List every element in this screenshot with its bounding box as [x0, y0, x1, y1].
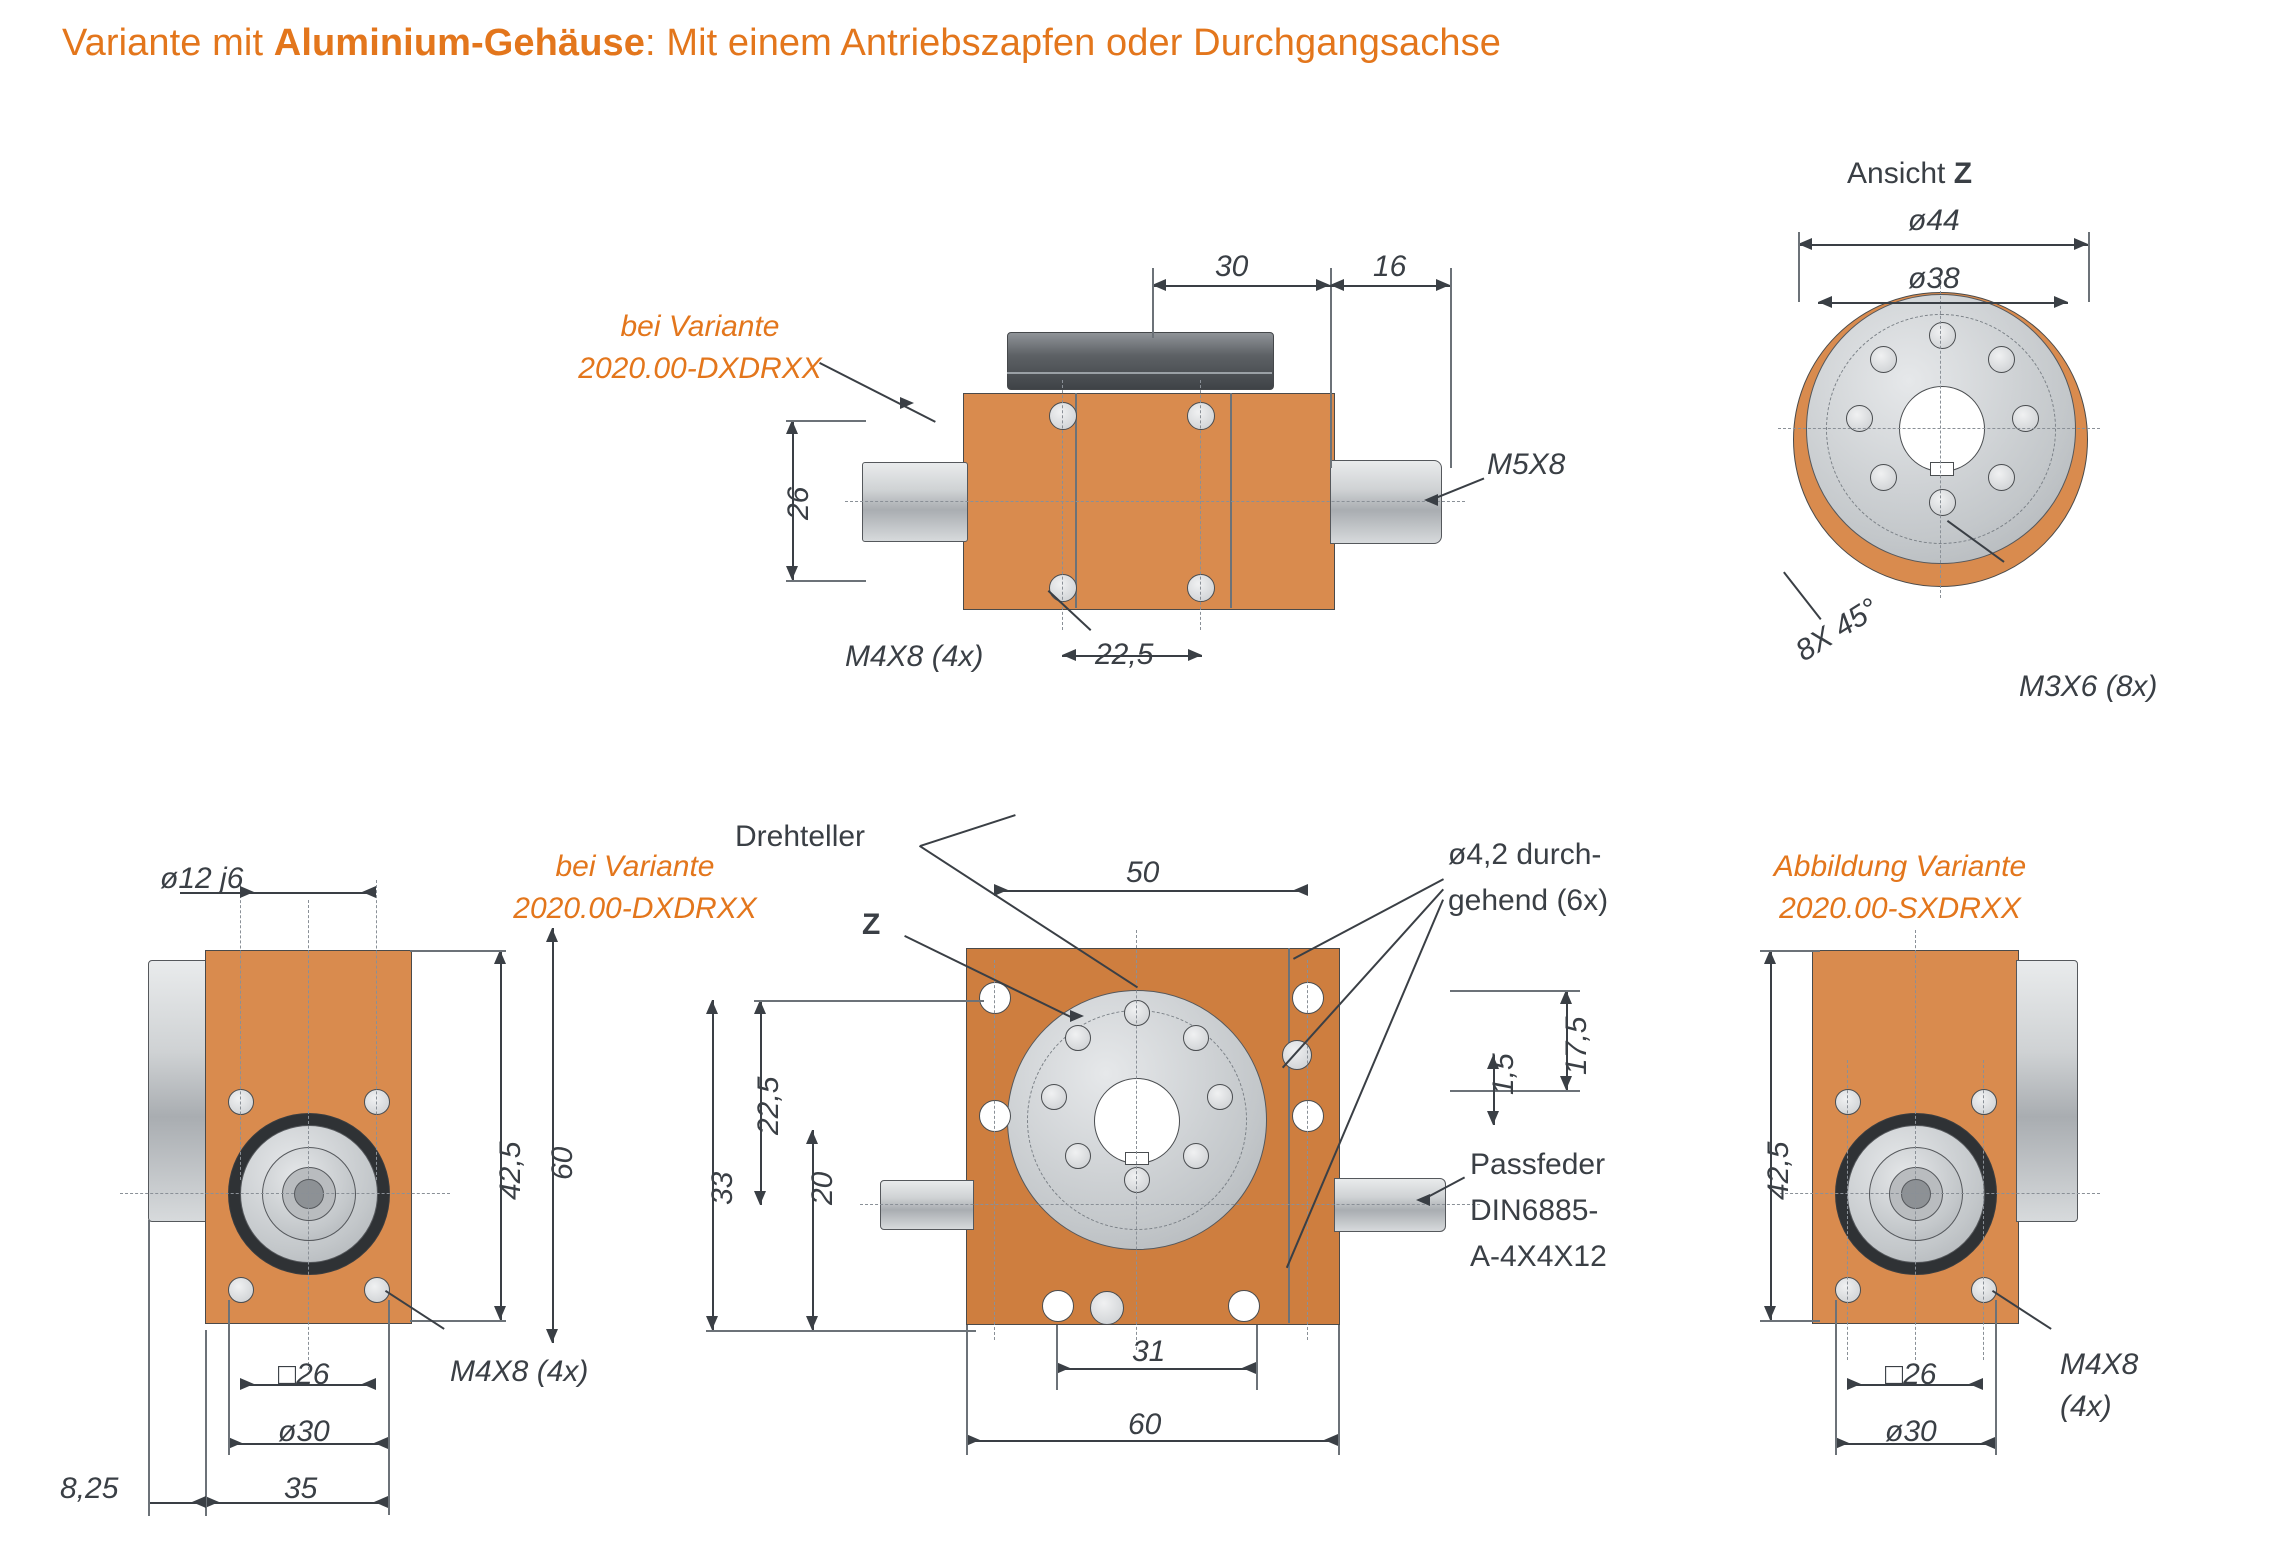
arrow — [192, 1496, 206, 1508]
screw-hole — [1049, 402, 1077, 430]
label-m4x8-left: M4X8 (4x) — [450, 1355, 589, 1388]
dim-line-50 — [994, 890, 1308, 892]
thread-hole — [1041, 1084, 1067, 1110]
thread-hole — [1870, 346, 1897, 373]
leader-line — [1783, 572, 1821, 620]
center-line-vertical — [1940, 276, 1941, 598]
arrow — [228, 1437, 242, 1449]
rear-block — [148, 960, 210, 1222]
arrow — [1835, 1437, 1849, 1449]
arrow — [362, 886, 376, 898]
ext-line — [754, 1000, 984, 1002]
arrow — [1981, 1437, 1995, 1449]
arrow — [240, 1378, 254, 1390]
through-hole — [1292, 982, 1324, 1014]
arrow — [1764, 950, 1776, 964]
thread-hole — [1207, 1084, 1233, 1110]
dim-line-20 — [812, 1130, 814, 1330]
top-cap — [1007, 332, 1274, 390]
label-m4x8-right-line1: M4X8 — [2060, 1348, 2139, 1381]
screw-hole — [364, 1089, 390, 1115]
center-line-vertical — [994, 960, 995, 1340]
dim-8-25: 8,25 — [60, 1472, 119, 1505]
dim-20: 20 — [806, 1171, 839, 1205]
rear-block-right — [2016, 960, 2078, 1222]
label-passfeder-line3: A-4X4X12 — [1470, 1240, 1607, 1273]
arrow — [1847, 1378, 1861, 1390]
arrow — [754, 1191, 766, 1205]
arrow — [786, 420, 798, 434]
thread-hole — [1988, 346, 2015, 373]
thread-hole — [1929, 489, 1956, 516]
arrow — [966, 1434, 980, 1446]
arrow — [205, 1496, 219, 1508]
dim-d12j6: ø12 j6 — [160, 862, 244, 895]
dim-33: 33 — [706, 1171, 739, 1205]
ext-line — [1450, 990, 1580, 992]
ext-line — [1256, 1325, 1258, 1390]
callout-variant-line1: bei Variante — [620, 310, 780, 343]
arrow — [546, 928, 558, 942]
ext-line — [1760, 950, 1820, 952]
dim-d44: ø44 — [1908, 204, 1960, 237]
dim-60-left: 60 — [546, 1146, 579, 1180]
ansicht-z-prefix: Ansicht — [1847, 157, 1954, 190]
screw-hole — [1835, 1089, 1861, 1115]
arrow — [1424, 494, 1438, 506]
cap-highlight — [1007, 372, 1272, 374]
thread-hole — [1988, 464, 2015, 491]
through-hole — [1292, 1100, 1324, 1132]
dim-22-5: 22,5 — [1095, 638, 1154, 671]
arrow — [1487, 1111, 1499, 1125]
dim-d30-left: ø30 — [278, 1415, 330, 1448]
arrow — [1969, 1378, 1983, 1390]
ext-line — [1995, 1300, 1997, 1455]
arrow — [1294, 884, 1308, 896]
left-shaft — [862, 462, 968, 542]
ansicht-z-heading — [1847, 157, 1972, 191]
ext-line — [1798, 232, 1800, 302]
through-hole — [979, 982, 1011, 1014]
arrow — [1242, 1362, 1256, 1374]
ext-line — [205, 1330, 207, 1516]
arrow — [806, 1316, 818, 1330]
ext-line — [786, 420, 866, 422]
dim-50: 50 — [1126, 856, 1160, 889]
arrow — [1436, 279, 1450, 291]
center-line-vertical — [1983, 1060, 1984, 1360]
center-line-vertical — [1915, 930, 1916, 1360]
left-stub-shaft — [880, 1180, 974, 1230]
screw-hole — [1187, 402, 1215, 430]
arrow — [1070, 1010, 1084, 1022]
through-hole — [1042, 1290, 1074, 1322]
thread-hole — [1124, 1167, 1150, 1193]
dim-16: 16 — [1373, 250, 1407, 283]
ext-line — [228, 1300, 230, 1455]
center-line-vertical — [1062, 380, 1063, 630]
dim-sq26-left: □26 — [278, 1358, 330, 1391]
dim-26: 26 — [782, 486, 815, 520]
thread-hole — [1065, 1025, 1091, 1051]
thread-hole — [1124, 1000, 1150, 1026]
keyway-front — [1125, 1152, 1149, 1165]
arrow — [806, 1130, 818, 1144]
ext-line — [388, 1300, 390, 1515]
screw-hole — [1971, 1089, 1997, 1115]
ext-line — [2088, 232, 2090, 302]
center-line-vertical — [1847, 1060, 1848, 1360]
arrow — [2054, 296, 2068, 308]
ext-line — [1835, 1300, 1837, 1455]
dim-42-5-right: 42,5 — [1762, 1141, 1795, 1200]
label-holes-line1: ø4,2 durch- — [1448, 838, 1602, 871]
center-line-vertical — [376, 880, 377, 1180]
dim-line-30 — [1152, 285, 1330, 287]
arrow — [2074, 238, 2088, 250]
arrow — [1324, 1434, 1338, 1446]
label-holes-line2: gehend (6x) — [1448, 884, 1609, 917]
arrow — [1764, 1306, 1776, 1320]
ext-line — [1760, 1320, 1820, 1322]
label-passfeder-line1: Passfeder — [1470, 1148, 1606, 1181]
ext-line — [410, 1320, 506, 1322]
callout-variant-line2: 2020.00-DXDRXX — [578, 352, 822, 385]
center-line-vertical — [1200, 380, 1201, 630]
arrow — [1560, 1076, 1572, 1090]
title-bold: Aluminium-Gehäuse — [273, 22, 645, 64]
ext-line — [1450, 268, 1452, 468]
label-drehteller: Drehteller — [735, 820, 866, 853]
keyway — [1930, 462, 1954, 476]
page-title — [62, 22, 1501, 65]
center-bore — [1899, 386, 1985, 472]
arrow — [1818, 296, 1832, 308]
label-z-front: Z — [862, 908, 881, 941]
title-prefix: Variante mit — [62, 22, 274, 64]
dim-line-42-5-right — [1770, 950, 1772, 1320]
ext-line — [1152, 268, 1154, 338]
arrow — [374, 1496, 388, 1508]
center-line-horizontal — [860, 1204, 1480, 1205]
through-hole — [1228, 1290, 1260, 1322]
label-m3x6: M3X6 (8x) — [2019, 670, 2158, 703]
label-m5x8: M5X8 — [1487, 448, 1566, 481]
ansicht-z-letter: Z — [1953, 157, 1973, 190]
title-suffix: : Mit einem Antriebszapfen oder Durchgangsachse — [645, 22, 1501, 64]
arrow — [494, 1306, 506, 1320]
dim-line-16 — [1330, 285, 1450, 287]
ext-line — [1330, 268, 1332, 468]
dim-60-front: 60 — [1128, 1408, 1162, 1441]
arrow — [1798, 238, 1812, 250]
ext-line — [966, 1325, 968, 1455]
arrow — [706, 1000, 718, 1014]
arrow — [546, 1329, 558, 1343]
dim-35-left: 35 — [284, 1472, 318, 1505]
dim-31: 31 — [1132, 1335, 1166, 1368]
label-8x45: 8X 45° — [1790, 592, 1885, 668]
arrow — [1416, 1194, 1430, 1206]
arrow — [706, 1316, 718, 1330]
arrow — [1560, 990, 1572, 1004]
caption-right-line1: Abbildung Variante — [1773, 850, 2027, 883]
dim-30: 30 — [1215, 250, 1249, 283]
ext-line — [148, 1220, 150, 1516]
screw-hole — [1049, 574, 1077, 602]
caption-right-line2: 2020.00-SXDRXX — [1779, 892, 2021, 925]
arrow — [374, 1437, 388, 1449]
arrow — [1056, 1362, 1070, 1374]
dim-22-5-front: 22,5 — [752, 1076, 785, 1135]
thread-hole — [1870, 464, 1897, 491]
arrow — [994, 884, 1008, 896]
shaft-bore — [294, 1179, 324, 1209]
center-line-horizontal — [1778, 428, 2100, 429]
ext-line — [706, 1330, 976, 1332]
thread-hole — [1183, 1143, 1209, 1169]
thread-hole — [1183, 1025, 1209, 1051]
shaft-bore-right — [1901, 1179, 1931, 1209]
dim-42-5-left: 42,5 — [494, 1141, 527, 1200]
dim-line-d44 — [1798, 244, 2088, 246]
label-passfeder-line2: DIN6885- — [1470, 1194, 1599, 1227]
center-line-vertical — [240, 880, 241, 1180]
dim-line-d12j6 — [240, 892, 376, 894]
arrow — [786, 566, 798, 580]
ext-line — [410, 950, 506, 952]
label-m4x8-top: M4X8 (4x) — [845, 640, 984, 673]
ext-line — [1056, 1325, 1058, 1390]
boss-screw — [1090, 1291, 1124, 1325]
dim-line-60 — [552, 928, 554, 1343]
arrow — [1316, 279, 1330, 291]
thread-hole — [1065, 1143, 1091, 1169]
dim-1-5: 1,5 — [1487, 1053, 1520, 1095]
ext-line — [1338, 1325, 1340, 1455]
ext-line — [786, 580, 866, 582]
center-line-vertical — [1136, 930, 1137, 1350]
arrow — [1188, 649, 1202, 661]
label-m4x8-right-line2: (4x) — [2060, 1390, 2112, 1423]
arrow — [1062, 649, 1076, 661]
screw-hole — [228, 1277, 254, 1303]
center-line-vertical — [308, 900, 309, 1370]
screw-hole — [1835, 1277, 1861, 1303]
dim-d30-right: ø30 — [1885, 1415, 1937, 1448]
arrow — [362, 1378, 376, 1390]
arrow — [1330, 279, 1344, 291]
arrow — [754, 1000, 766, 1014]
through-hole — [979, 1100, 1011, 1132]
callout-variant-line2-left: 2020.00-DXDRXX — [513, 892, 757, 925]
center-line-horizontal — [120, 1193, 450, 1194]
leader-line — [819, 362, 936, 422]
screw-hole — [1187, 574, 1215, 602]
dim-17-5: 17,5 — [1560, 1016, 1593, 1075]
leader-line — [920, 814, 1016, 846]
callout-variant-line1-left: bei Variante — [555, 850, 715, 883]
center-line-horizontal — [845, 501, 1465, 502]
center-line-vertical — [1307, 960, 1308, 1340]
dim-line-33 — [712, 1000, 714, 1330]
center-line-horizontal — [1780, 1193, 2100, 1194]
arrow — [494, 950, 506, 964]
arrow — [1152, 279, 1166, 291]
thread-hole — [1929, 322, 1956, 349]
screw-hole — [228, 1089, 254, 1115]
dim-d38: ø38 — [1908, 262, 1960, 295]
dim-line-d38 — [1818, 302, 2068, 304]
dim-line-42-5 — [500, 950, 502, 1320]
arrow — [900, 397, 914, 409]
dim-sq26-right: □26 — [1885, 1358, 1937, 1391]
